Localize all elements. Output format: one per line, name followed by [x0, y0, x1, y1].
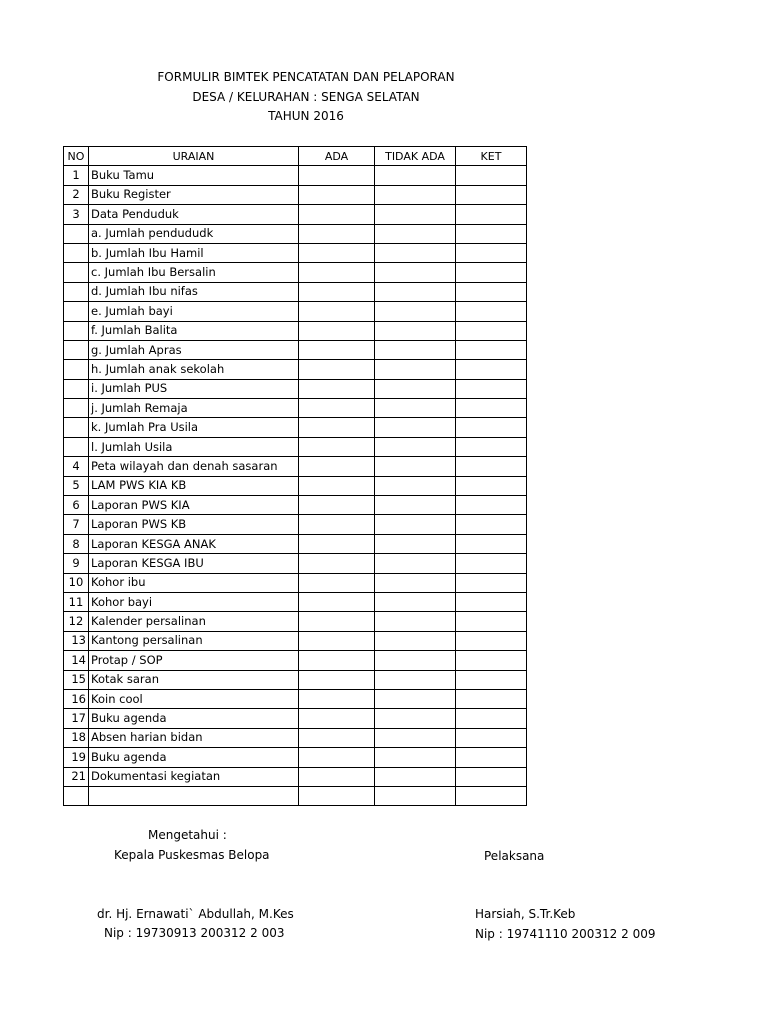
row-no: 5: [64, 476, 89, 495]
row-ket-cell: [456, 534, 527, 553]
row-uraian: Buku Register: [89, 185, 299, 204]
table-row: [64, 612, 527, 631]
header-tidak-ada: TIDAK ADA: [375, 147, 456, 166]
row-uraian: l. Jumlah Usila: [89, 437, 299, 456]
row-ada-cell: [299, 670, 375, 689]
table-row: [64, 185, 527, 204]
header-no: NO: [64, 147, 89, 166]
row-uraian: b. Jumlah Ibu Hamil: [89, 243, 299, 262]
row-ket-cell: [456, 457, 527, 476]
row-no: 3: [64, 205, 89, 224]
row-ket-cell: [456, 767, 527, 786]
row-ket-cell: [456, 476, 527, 495]
row-ket-cell: [456, 166, 527, 185]
row-tidak-ada-cell: [375, 651, 456, 670]
table-row: [64, 418, 527, 437]
row-ada-cell: [299, 282, 375, 301]
table-row: [64, 670, 527, 689]
table-row: [64, 282, 527, 301]
row-uraian: Buku agenda: [89, 709, 299, 728]
row-ada-cell: [299, 205, 375, 224]
row-tidak-ada-cell: [375, 476, 456, 495]
row-ada-cell: [299, 360, 375, 379]
row-ket-cell: [456, 651, 527, 670]
row-no: 17: [64, 709, 89, 728]
row-no: 18: [64, 728, 89, 747]
row-ada-cell: [299, 437, 375, 456]
row-tidak-ada-cell: [375, 709, 456, 728]
row-no: [64, 399, 89, 418]
row-tidak-ada-cell: [375, 379, 456, 398]
row-uraian: LAM PWS KIA KB: [89, 476, 299, 495]
row-tidak-ada-cell: [375, 360, 456, 379]
table-body: [64, 166, 527, 806]
table-row: [64, 340, 527, 359]
head-title: Kepala Puskesmas Belopa: [114, 848, 270, 862]
row-no: [64, 418, 89, 437]
row-ket-cell: [456, 399, 527, 418]
row-ket-cell: [456, 689, 527, 708]
row-ada-cell: [299, 786, 375, 805]
row-ada-cell: [299, 689, 375, 708]
row-ket-cell: [456, 360, 527, 379]
row-no: 4: [64, 457, 89, 476]
row-ada-cell: [299, 592, 375, 611]
table-row: [64, 360, 527, 379]
row-ada-cell: [299, 496, 375, 515]
row-ket-cell: [456, 496, 527, 515]
row-uraian: Kantong persalinan: [89, 631, 299, 650]
row-no: 15: [64, 670, 89, 689]
row-no: 21: [64, 767, 89, 786]
row-ket-cell: [456, 282, 527, 301]
row-uraian: g. Jumlah Apras: [89, 340, 299, 359]
row-tidak-ada-cell: [375, 263, 456, 282]
row-ada-cell: [299, 185, 375, 204]
row-no: [64, 379, 89, 398]
header-ada: ADA: [299, 147, 375, 166]
table-row: [64, 437, 527, 456]
row-uraian: Kotak saran: [89, 670, 299, 689]
row-no: 2: [64, 185, 89, 204]
row-no: 16: [64, 689, 89, 708]
row-ada-cell: [299, 651, 375, 670]
row-ada-cell: [299, 457, 375, 476]
table-row: [64, 709, 527, 728]
row-no: 19: [64, 748, 89, 767]
row-uraian: Dokumentasi kegiatan: [89, 767, 299, 786]
row-no: [64, 282, 89, 301]
row-tidak-ada-cell: [375, 321, 456, 340]
row-tidak-ada-cell: [375, 748, 456, 767]
row-uraian: Protap / SOP: [89, 651, 299, 670]
row-tidak-ada-cell: [375, 767, 456, 786]
row-tidak-ada-cell: [375, 689, 456, 708]
row-no: [64, 263, 89, 282]
row-ket-cell: [456, 379, 527, 398]
row-ket-cell: [456, 321, 527, 340]
head-nip: Nip : 19730913 200312 2 003: [104, 926, 285, 940]
row-ada-cell: [299, 554, 375, 573]
row-tidak-ada-cell: [375, 399, 456, 418]
row-tidak-ada-cell: [375, 496, 456, 515]
row-no: [64, 360, 89, 379]
table-row: [64, 592, 527, 611]
row-no: 6: [64, 496, 89, 515]
form-title-line-1: FORMULIR BIMTEK PENCATATAN DAN PELAPORAN: [157, 70, 455, 84]
table-row: [64, 515, 527, 534]
row-ket-cell: [456, 786, 527, 805]
row-ket-cell: [456, 592, 527, 611]
table-row: [64, 263, 527, 282]
row-ket-cell: [456, 437, 527, 456]
table-row: [64, 651, 527, 670]
table-row: [64, 631, 527, 650]
row-uraian: i. Jumlah PUS: [89, 379, 299, 398]
row-uraian: e. Jumlah bayi: [89, 302, 299, 321]
table-row: [64, 573, 527, 592]
row-ada-cell: [299, 302, 375, 321]
row-tidak-ada-cell: [375, 224, 456, 243]
row-uraian: c. Jumlah Ibu Bersalin: [89, 263, 299, 282]
row-ket-cell: [456, 612, 527, 631]
header-ket: KET: [456, 147, 527, 166]
row-no: [64, 340, 89, 359]
row-tidak-ada-cell: [375, 592, 456, 611]
row-tidak-ada-cell: [375, 554, 456, 573]
row-uraian: Koin cool: [89, 689, 299, 708]
table-row: [64, 243, 527, 262]
row-ada-cell: [299, 263, 375, 282]
row-ket-cell: [456, 631, 527, 650]
executor-label: Pelaksana: [484, 849, 545, 863]
row-tidak-ada-cell: [375, 534, 456, 553]
row-tidak-ada-cell: [375, 612, 456, 631]
row-ada-cell: [299, 418, 375, 437]
row-ada-cell: [299, 476, 375, 495]
row-tidak-ada-cell: [375, 243, 456, 262]
row-uraian: Kohor ibu: [89, 573, 299, 592]
row-tidak-ada-cell: [375, 340, 456, 359]
row-uraian: Absen harian bidan: [89, 728, 299, 747]
row-no: [64, 224, 89, 243]
row-ada-cell: [299, 573, 375, 592]
table-row: [64, 302, 527, 321]
row-ada-cell: [299, 631, 375, 650]
row-no: 7: [64, 515, 89, 534]
row-uraian: Kalender persalinan: [89, 612, 299, 631]
row-no: [64, 786, 89, 805]
row-tidak-ada-cell: [375, 437, 456, 456]
row-uraian: [89, 786, 299, 805]
row-uraian: Laporan PWS KB: [89, 515, 299, 534]
row-ket-cell: [456, 573, 527, 592]
table-row: [64, 728, 527, 747]
table-row: [64, 457, 527, 476]
row-ada-cell: [299, 534, 375, 553]
row-ada-cell: [299, 767, 375, 786]
row-tidak-ada-cell: [375, 457, 456, 476]
header-uraian: URAIAN: [89, 147, 299, 166]
row-ada-cell: [299, 399, 375, 418]
table-row: [64, 689, 527, 708]
row-no: [64, 437, 89, 456]
row-ket-cell: [456, 554, 527, 573]
head-name: dr. Hj. Ernawati` Abdullah, M.Kes: [97, 907, 294, 921]
row-uraian: Peta wilayah dan denah sasaran: [89, 457, 299, 476]
row-no: 12: [64, 612, 89, 631]
row-uraian: k. Jumlah Pra Usila: [89, 418, 299, 437]
row-no: 8: [64, 534, 89, 553]
row-tidak-ada-cell: [375, 573, 456, 592]
row-tidak-ada-cell: [375, 205, 456, 224]
row-tidak-ada-cell: [375, 282, 456, 301]
row-ket-cell: [456, 709, 527, 728]
executor-name: Harsiah, S.Tr.Keb: [475, 907, 576, 921]
row-uraian: j. Jumlah Remaja: [89, 399, 299, 418]
row-ket-cell: [456, 748, 527, 767]
row-ada-cell: [299, 612, 375, 631]
row-ada-cell: [299, 748, 375, 767]
executor-nip: Nip : 19741110 200312 2 009: [475, 927, 656, 941]
table-row: [64, 496, 527, 515]
table-row: [64, 379, 527, 398]
table-row: [64, 476, 527, 495]
table-row: [64, 748, 527, 767]
row-ket-cell: [456, 243, 527, 262]
row-uraian: Buku agenda: [89, 748, 299, 767]
table-row: [64, 534, 527, 553]
table-row: [64, 399, 527, 418]
row-uraian: h. Jumlah anak sekolah: [89, 360, 299, 379]
row-ket-cell: [456, 515, 527, 534]
row-no: 11: [64, 592, 89, 611]
form-title-line-3: TAHUN 2016: [268, 109, 344, 123]
row-uraian: Laporan PWS KIA: [89, 496, 299, 515]
row-ada-cell: [299, 728, 375, 747]
row-ada-cell: [299, 515, 375, 534]
row-uraian: f. Jumlah Balita: [89, 321, 299, 340]
table-row: [64, 224, 527, 243]
table-row: [64, 554, 527, 573]
row-uraian: d. Jumlah Ibu nifas: [89, 282, 299, 301]
row-ket-cell: [456, 418, 527, 437]
row-tidak-ada-cell: [375, 185, 456, 204]
row-uraian: Laporan KESGA IBU: [89, 554, 299, 573]
row-no: [64, 321, 89, 340]
row-ket-cell: [456, 263, 527, 282]
row-no: [64, 302, 89, 321]
row-no: 13: [64, 631, 89, 650]
row-uraian: Kohor bayi: [89, 592, 299, 611]
row-no: 14: [64, 651, 89, 670]
row-uraian: Buku Tamu: [89, 166, 299, 185]
row-ket-cell: [456, 670, 527, 689]
row-ket-cell: [456, 224, 527, 243]
row-no: 10: [64, 573, 89, 592]
acknowledged-label: Mengetahui :: [148, 828, 227, 842]
row-ket-cell: [456, 185, 527, 204]
row-uraian: Data Penduduk: [89, 205, 299, 224]
row-ket-cell: [456, 205, 527, 224]
table-row: [64, 205, 527, 224]
row-ada-cell: [299, 709, 375, 728]
table-row: [64, 166, 527, 185]
row-tidak-ada-cell: [375, 631, 456, 650]
row-tidak-ada-cell: [375, 515, 456, 534]
row-uraian: a. Jumlah pendududk: [89, 224, 299, 243]
checklist-table: [63, 146, 527, 806]
form-title-line-2: DESA / KELURAHAN : SENGA SELATAN: [192, 90, 420, 104]
row-tidak-ada-cell: [375, 166, 456, 185]
row-tidak-ada-cell: [375, 670, 456, 689]
table-row: [64, 767, 527, 786]
row-ada-cell: [299, 166, 375, 185]
row-no: [64, 243, 89, 262]
row-no: 9: [64, 554, 89, 573]
row-ada-cell: [299, 224, 375, 243]
table-header-row: [64, 147, 527, 166]
row-tidak-ada-cell: [375, 728, 456, 747]
row-no: 1: [64, 166, 89, 185]
table-row: [64, 321, 527, 340]
table-row: [64, 786, 527, 805]
row-ada-cell: [299, 321, 375, 340]
row-ada-cell: [299, 379, 375, 398]
row-tidak-ada-cell: [375, 302, 456, 321]
row-ket-cell: [456, 302, 527, 321]
row-uraian: Laporan KESGA ANAK: [89, 534, 299, 553]
row-ket-cell: [456, 728, 527, 747]
row-tidak-ada-cell: [375, 418, 456, 437]
row-tidak-ada-cell: [375, 786, 456, 805]
row-ada-cell: [299, 243, 375, 262]
row-ket-cell: [456, 340, 527, 359]
row-ada-cell: [299, 340, 375, 359]
